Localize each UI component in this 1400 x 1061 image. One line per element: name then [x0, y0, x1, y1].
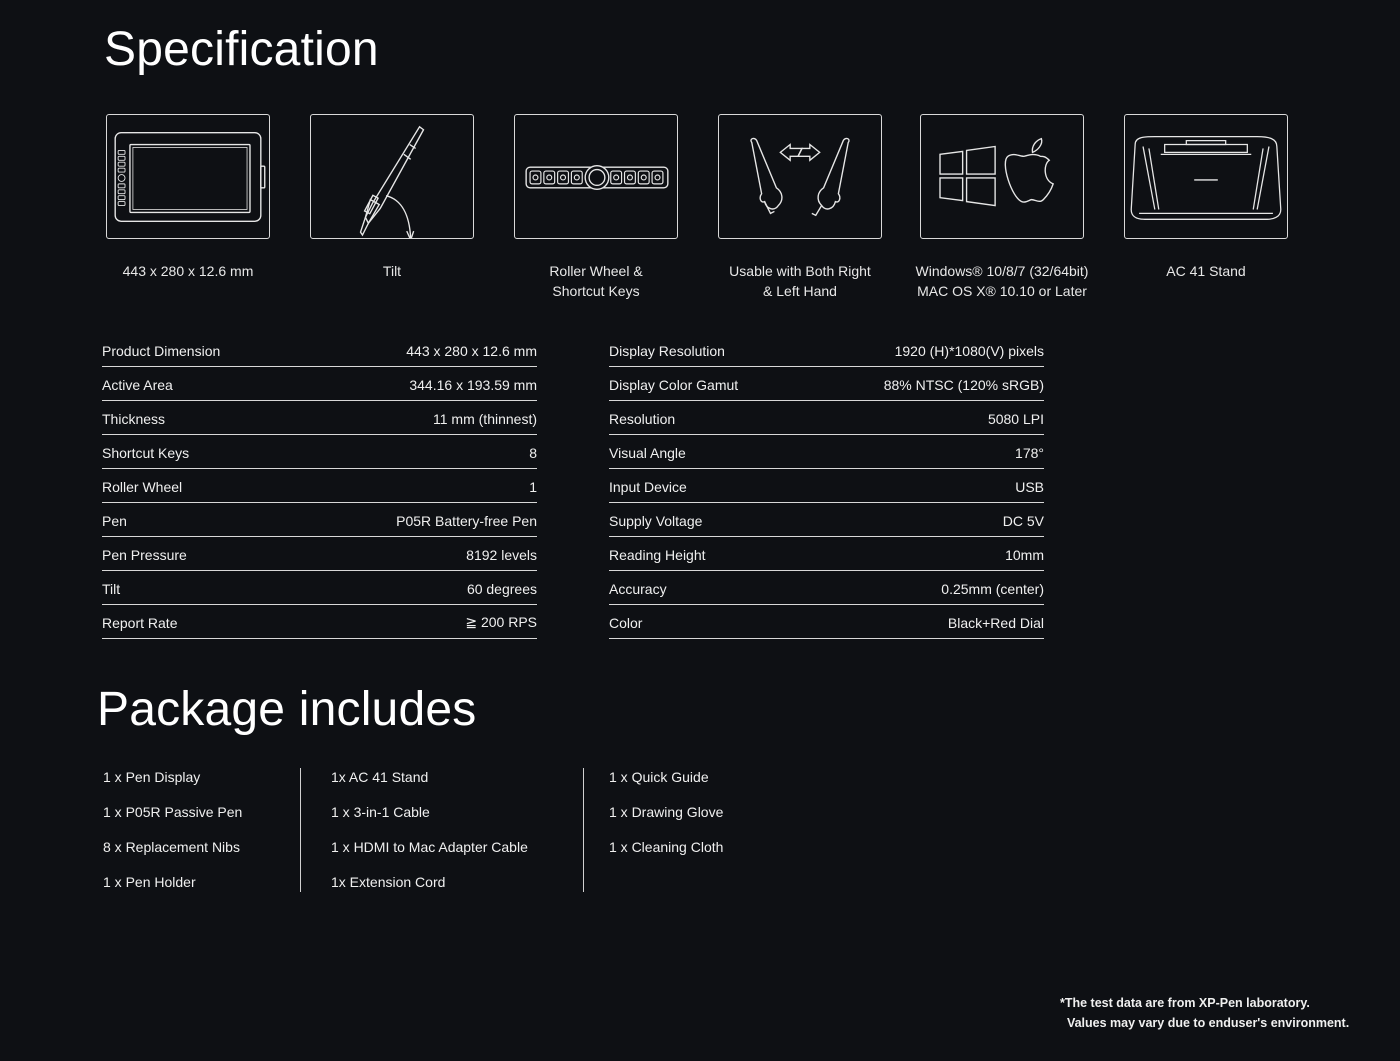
- spec-label: Active Area: [102, 377, 173, 393]
- icon-label: 443 x 280 x 12.6 mm: [122, 263, 254, 279]
- spec-value: ≧ 200 RPS: [465, 614, 537, 630]
- spec-value: 0.25mm (center): [941, 581, 1044, 597]
- spec-label: Pen: [102, 513, 127, 529]
- package-item: 1 x Pen Display: [103, 769, 201, 785]
- spec-value: 11 mm (thinnest): [433, 411, 537, 427]
- spec-value: USB: [1015, 479, 1044, 495]
- spec-label: Thickness: [102, 411, 166, 427]
- spec-label: Pen Pressure: [102, 547, 187, 563]
- spec-label: Display Resolution: [609, 343, 725, 359]
- package-item: 1 x Quick Guide: [609, 769, 709, 785]
- feature-icons: [106, 114, 1296, 314]
- spec-table-left: [102, 334, 537, 640]
- spec-value: 5080 LPI: [987, 411, 1044, 427]
- spec-row: [609, 334, 1044, 367]
- spec-row: [609, 606, 1044, 639]
- package-item: 1x AC 41 Stand: [331, 769, 429, 785]
- spec-row: [102, 538, 537, 571]
- spec-label: Visual Angle: [609, 445, 686, 461]
- specification-title: Specification: [104, 23, 379, 76]
- spec-row: [102, 504, 537, 537]
- spec-row: [102, 334, 537, 367]
- spec-value: 178°: [1015, 445, 1044, 461]
- spec-value: 1: [529, 479, 537, 495]
- spec-row: [609, 436, 1044, 469]
- spec-row: [609, 504, 1044, 537]
- spec-row: [102, 572, 537, 605]
- package-title: Package includes: [97, 683, 477, 736]
- spec-label: Tilt: [102, 581, 121, 597]
- feature-roller: [494, 114, 698, 301]
- spec-value: 8: [529, 445, 537, 461]
- spec-label: Report Rate: [102, 615, 178, 631]
- package-item: 1 x 3-in-1 Cable: [331, 804, 430, 820]
- pen-display-icon: [106, 114, 270, 239]
- spec-value: 60 degrees: [466, 581, 537, 597]
- spec-label: Reading Height: [609, 547, 706, 563]
- spec-label: Accuracy: [609, 581, 667, 597]
- spec-value: 443 x 280 x 12.6 mm: [406, 343, 537, 359]
- spec-table-right: [609, 334, 1044, 640]
- spec-value: 8192 levels: [466, 547, 537, 563]
- stand-icon: [1124, 114, 1288, 239]
- spec-row: [609, 538, 1044, 571]
- spec-value: 88% NTSC (120% sRGB): [883, 377, 1044, 393]
- spec-label: Input Device: [609, 479, 687, 495]
- package-item: 1 x HDMI to Mac Adapter Cable: [331, 839, 528, 855]
- spec-label: Display Color Gamut: [609, 377, 739, 393]
- spec-row: [102, 436, 537, 469]
- package-column-1: [103, 767, 242, 907]
- spec-value: 10mm: [1005, 547, 1044, 563]
- column-divider: [300, 768, 301, 892]
- spec-label: Color: [609, 615, 643, 631]
- icon-label: AC 41 Stand: [1166, 263, 1246, 279]
- feature-stand: [1104, 114, 1308, 281]
- spec-row: [609, 402, 1044, 435]
- pen-tilt-icon: [310, 114, 474, 239]
- spec-row: [102, 368, 537, 401]
- spec-value: 1920 (H)*1080(V) pixels: [894, 343, 1044, 359]
- spec-row: [609, 470, 1044, 503]
- column-divider: [583, 768, 584, 892]
- package-column-3: [609, 767, 723, 872]
- package-column-2: [331, 767, 528, 907]
- package-item: 1 x P05R Passive Pen: [103, 804, 243, 820]
- icon-label: Usable with Both Right & Left Hand: [729, 263, 871, 299]
- feature-os: [900, 114, 1104, 301]
- spec-row: [102, 470, 537, 503]
- package-item: 1 x Drawing Glove: [609, 804, 724, 820]
- spec-value: DC 5V: [1002, 513, 1044, 529]
- package-item: 1 x Pen Holder: [103, 874, 196, 890]
- spec-row: [102, 402, 537, 435]
- spec-value: P05R Battery-free Pen: [396, 513, 537, 529]
- package-item: 1 x Cleaning Cloth: [609, 839, 724, 855]
- windows-mac-icon: [920, 114, 1084, 239]
- feature-dimension: [86, 114, 290, 281]
- icon-label: Roller Wheel & Shortcut Keys: [549, 263, 643, 299]
- spec-value: 344.16 x 193.59 mm: [409, 377, 537, 393]
- spec-label: Product Dimension: [102, 343, 221, 359]
- spec-row: [102, 606, 537, 639]
- spec-label: Roller Wheel: [102, 479, 183, 495]
- roller-wheel-keys-icon: [514, 114, 678, 239]
- spec-label: Shortcut Keys: [102, 445, 190, 461]
- icon-label: Windows® 10/8/7 (32/64bit) MAC OS X® 10.10 or Later: [915, 263, 1089, 299]
- spec-value: Black+Red Dial: [947, 615, 1044, 631]
- footnote: *The test data are from XP-Pen laboratory. Values may vary due to enduser's environment.: [1060, 996, 1350, 1030]
- package-item: 1x Extension Cord: [331, 874, 446, 890]
- both-hands-icon: [718, 114, 882, 239]
- icon-label: Tilt: [382, 263, 402, 279]
- spec-label: Resolution: [609, 411, 676, 427]
- spec-row: [609, 572, 1044, 605]
- feature-both-hands: [698, 114, 902, 301]
- feature-tilt: [290, 114, 494, 281]
- package-item: 8 x Replacement Nibs: [103, 839, 240, 855]
- spec-label: Supply Voltage: [609, 513, 703, 529]
- spec-row: [609, 368, 1044, 401]
